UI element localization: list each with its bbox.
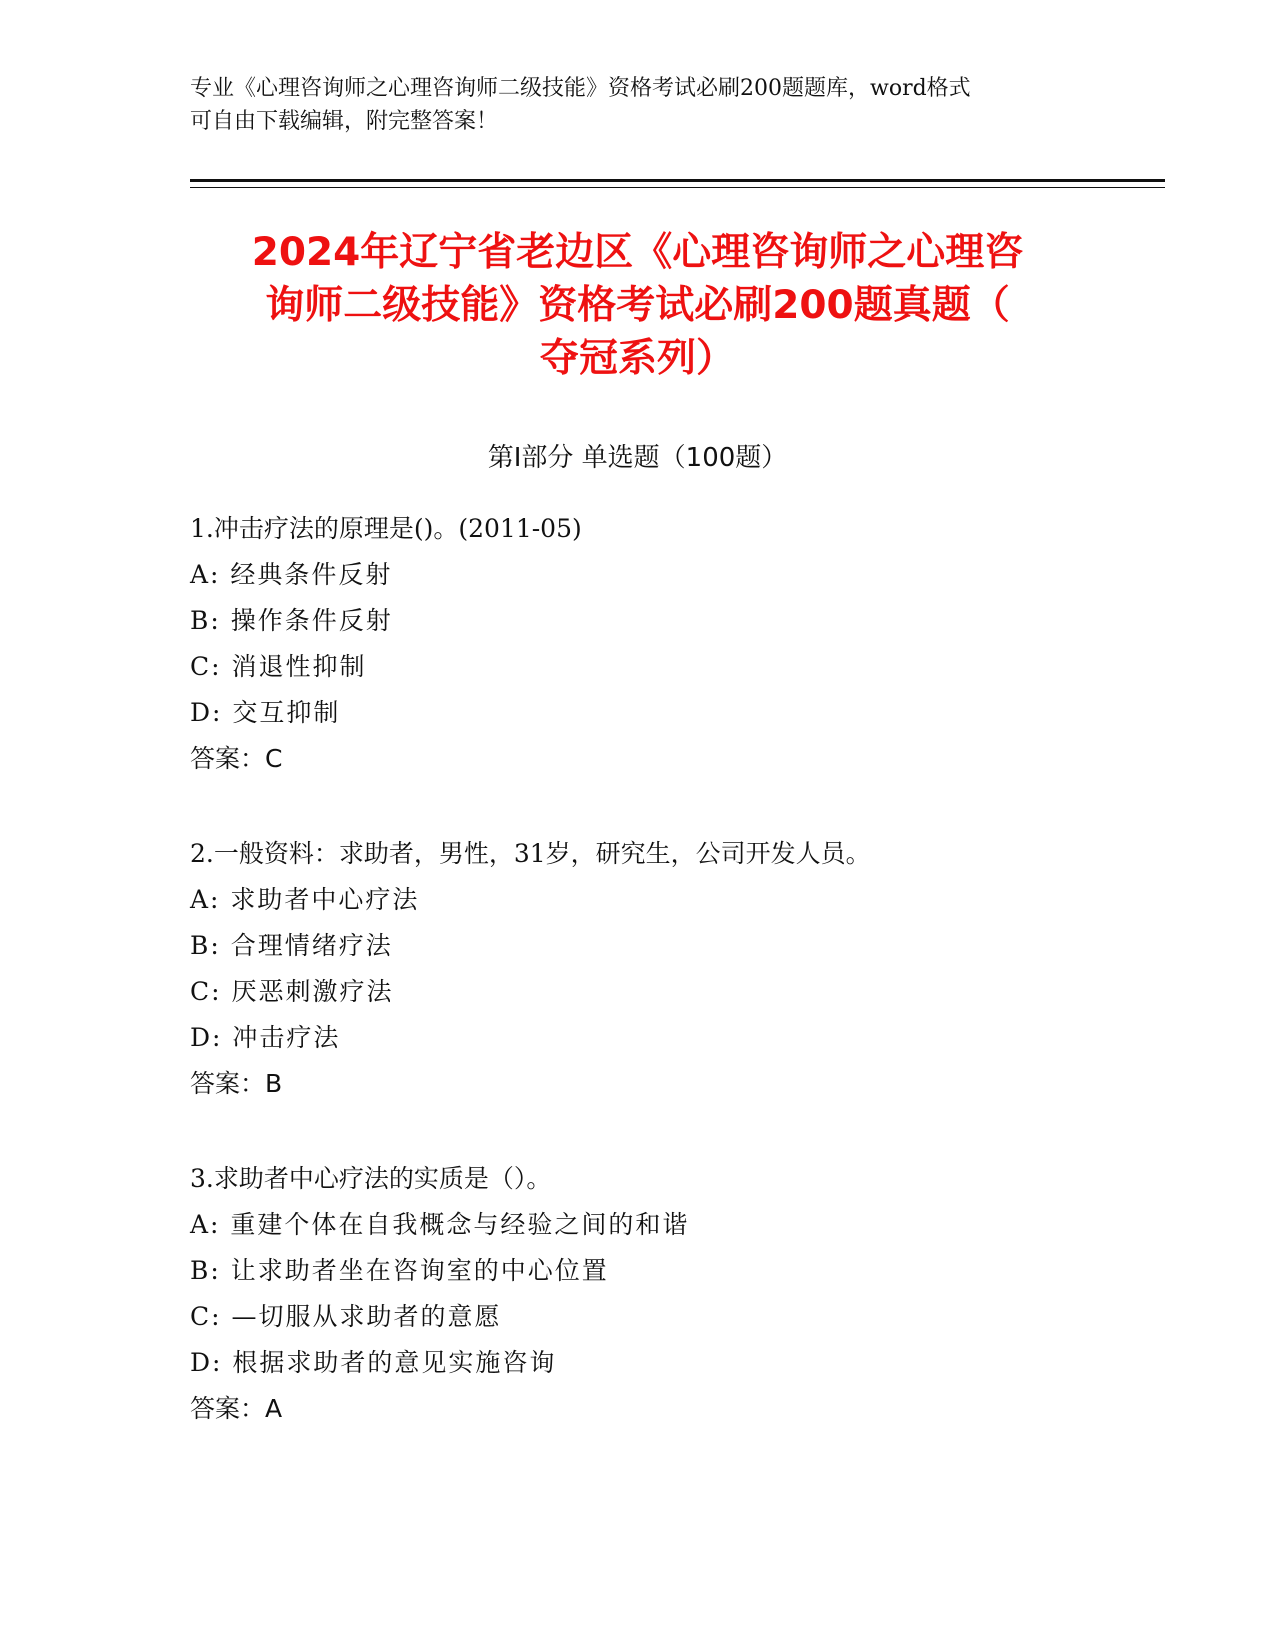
- answer: 答案：B: [190, 1069, 283, 1098]
- header-note-line-1: 专业《心理咨询师之心理咨询师二级技能》资格考试必刷200题题库，word格式: [190, 76, 971, 101]
- header-divider-thin: [190, 187, 1165, 188]
- option-c: C: 消退性抑制: [190, 652, 367, 681]
- option-c: C: 厌恶刺激疗法: [190, 977, 394, 1006]
- question-stem: 1.冲击疗法的原理是()。(2011-05): [190, 514, 582, 543]
- question-1: [190, 506, 1140, 782]
- option-b: B: 合理情绪疗法: [190, 931, 393, 960]
- option-b: B: 让求助者坐在咨询室的中心位置: [190, 1256, 609, 1285]
- question-stem: 3.求助者中心疗法的实质是（）。: [190, 1164, 552, 1193]
- option-d: D: 根据求助者的意见实施咨询: [190, 1348, 557, 1377]
- header-note-line-2: 可自由下载编辑，附完整答案！: [190, 109, 499, 134]
- answer: 答案：A: [190, 1394, 283, 1423]
- document-title: [150, 226, 1125, 385]
- option-a: A: 经典条件反射: [190, 560, 393, 589]
- option-a: A: 求助者中心疗法: [190, 885, 420, 914]
- header-note: [190, 72, 1090, 138]
- header-divider-thick: [190, 179, 1165, 182]
- question-stem: 2.一般资料：求助者，男性，31岁，研究生，公司开发人员。: [190, 839, 871, 868]
- document-title-line-3: 夺冠系列）: [539, 336, 735, 381]
- section-title: 第Ⅰ部分 单选题（100题）: [487, 443, 788, 473]
- option-d: D: 交互抑制: [190, 698, 341, 727]
- option-a: A: 重建个体在自我概念与经验之间的和谐: [190, 1210, 690, 1239]
- question-3: [190, 1156, 1140, 1432]
- document-title-line-2: 询师二级技能》资格考试必刷200题真题（: [265, 283, 1010, 328]
- document-title-line-1: 2024年辽宁省老边区《心理咨询师之心理咨: [251, 230, 1024, 275]
- answer: 答案：C: [190, 744, 283, 773]
- option-c: C: —切服从求助者的意愿: [190, 1302, 502, 1331]
- option-d: D: 冲击疗法: [190, 1023, 341, 1052]
- option-b: B: 操作条件反射: [190, 606, 393, 635]
- question-2: [190, 831, 1140, 1107]
